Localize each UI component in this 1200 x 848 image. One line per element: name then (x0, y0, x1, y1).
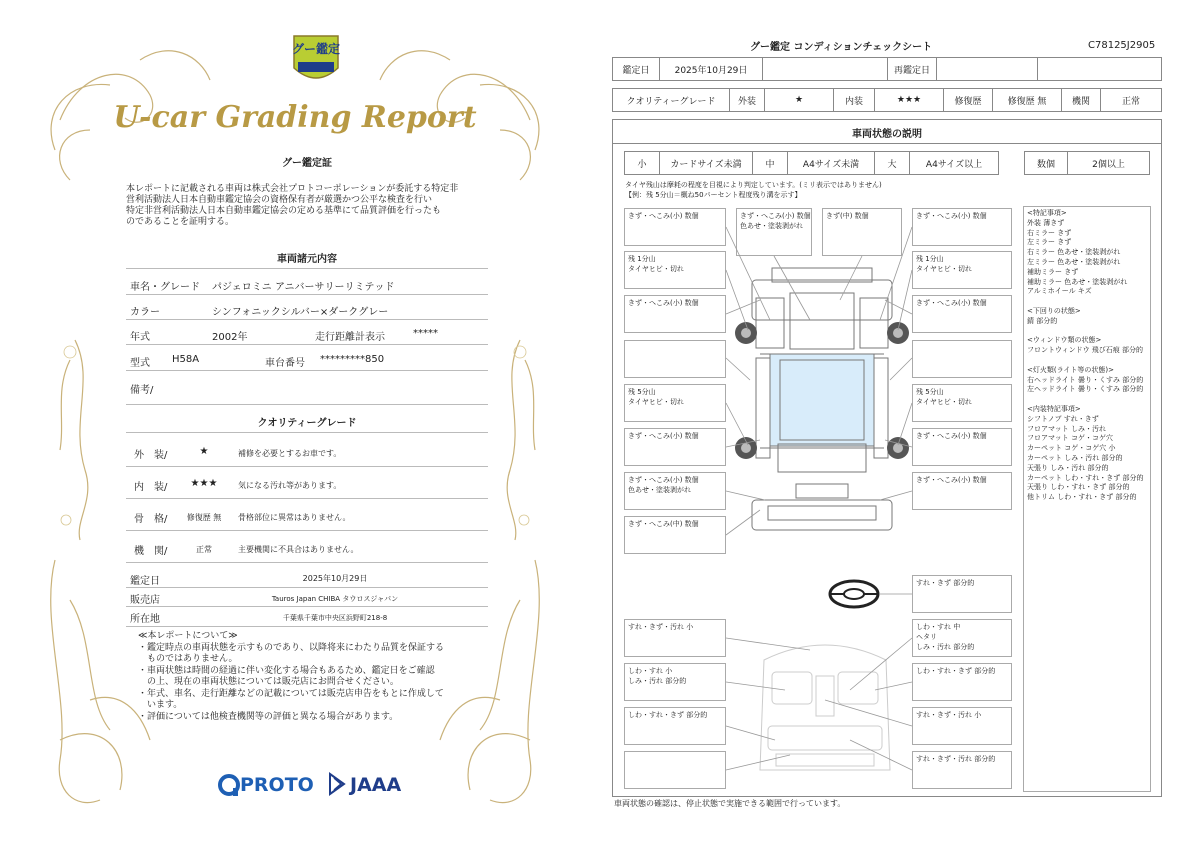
exterior-grade: ★ (199, 446, 209, 457)
year-label: 年式 (130, 332, 150, 343)
year-value: 2002年 (212, 332, 248, 343)
exterior-label: 外 装/ (134, 450, 168, 461)
note-text: すれ・きず 部分的 (916, 579, 975, 587)
note-text: 色あせ・塗装剥がれ (628, 486, 691, 494)
note-line: ・評価については他検査機関等の評価と異なる場合があります。 (138, 711, 399, 722)
qg-engine-label: 機関 (1061, 88, 1101, 112)
jaaa-logo (328, 772, 418, 798)
note-text: しみ・汚れ 部分的 (916, 643, 975, 651)
size-small-desc: カードサイズ未満 (659, 151, 753, 175)
note-text: すれ・きず・汚れ 小 (628, 623, 694, 631)
note-text: しわ・すれ 小 (628, 667, 673, 675)
qg-int-value: ★★★ (874, 88, 944, 112)
note-text: タイヤヒビ・切れ (628, 265, 684, 273)
special-note-line: <ウィンドウ類の状態> (1027, 336, 1102, 345)
note-text: タイヤヒビ・切れ (628, 398, 684, 406)
note-text: しわ・すれ 中 (916, 623, 961, 631)
leader-lines (600, 0, 1200, 848)
certificate-heading: グー鑑定証 (282, 158, 332, 169)
tire-note-1: タイヤ残山は摩耗の程度を目視により判定しています。(ミリ表示ではありません) (625, 181, 882, 189)
certificate-intro (126, 184, 496, 228)
condition-check-sheet (600, 0, 1200, 848)
special-note-line: <特記事項> (1027, 209, 1067, 217)
special-note-line: 右ヘッドライト 曇り・くすみ 部分的 (1027, 375, 1144, 384)
special-note-line: 他トリム しわ・すれ・きず 部分的 (1027, 493, 1137, 502)
note-text: 残 1分山 (916, 255, 944, 263)
date-label: 鑑定日 (130, 576, 160, 587)
badge-label: グー鑑定 (291, 42, 340, 56)
note-line: ・年式、車名、走行距離などの記載については販売店申告をもとに作成して (138, 688, 444, 699)
note-text: きず・へこみ(中) 数個 (628, 520, 699, 528)
note-line: います。 (138, 700, 183, 710)
note-text: きず・へこみ(小) 数個 (628, 432, 699, 440)
qg-repair-label: 修復歴 (943, 88, 993, 112)
engine-label: 機 関/ (134, 546, 168, 557)
special-note-line: フロントウィンドウ 飛び石痕 部分的 (1027, 346, 1144, 355)
tire-note-2: 【例：残 5分山＝概ね50パーセント程度残り溝を示す】 (625, 191, 802, 199)
sheet-footer: 車両状態の確認は、停止状態で実施できる範囲で行っています。 (614, 799, 846, 808)
special-note-line: フロアマット コゲ・コゲ穴 (1027, 434, 1113, 443)
note-text: タイヤヒビ・切れ (916, 398, 972, 406)
note-text: しみ・汚れ 部分的 (628, 677, 687, 685)
dealer-label: 販売店 (130, 595, 160, 606)
note-text: きず・へこみ(小) 数個 (628, 299, 699, 307)
note-line: の上、現在の車両状態については販売店にお問合せください。 (138, 677, 399, 687)
sheet-date-value: 2025年10月29日 (659, 57, 763, 81)
exterior-desc: 補修を必要とするお車です。 (238, 449, 342, 458)
size-mid-desc: A4サイズ未満 (787, 151, 875, 175)
name-value: パジェロミニ アニバーサリーリミテッド (212, 282, 395, 293)
special-note-line: カーペット しわ・すれ・きず 部分的 (1027, 473, 1144, 482)
chassis-value: *********850 (320, 354, 385, 365)
qg-engine-value: 正常 (1100, 88, 1162, 112)
qg-ext-label: 外装 (729, 88, 765, 112)
note-text: きず・へこみ(小) 数個 (916, 299, 987, 307)
special-note-line: 右ミラー 色あせ・塗装剥がれ (1027, 248, 1121, 257)
special-note-line: 外装 薄きず (1027, 218, 1065, 227)
remarks-label: 備考/ (130, 385, 154, 396)
jaaa-logo-text: JAAA (350, 774, 402, 796)
dealer-value: Tauros Japan CHIBA タウロスジャパン (271, 595, 399, 603)
sheet-code: C78125J2905 (1088, 40, 1156, 51)
color-value: シンフォニックシルバー×ダークグレー (212, 307, 389, 318)
report-title: U-car Grading Report (113, 100, 477, 135)
note-text: 色あせ・塗装剥がれ (740, 222, 803, 230)
special-note-line: 右ミラー きず (1027, 228, 1072, 237)
address-value: 千葉県千葉市中央区浜野町218-8 (282, 614, 388, 622)
frame-label: 骨 格/ (134, 514, 168, 525)
model-label: 型式 (130, 358, 150, 369)
name-label: 車名・グレード (130, 282, 200, 293)
special-note-line: 錆 部分的 (1027, 316, 1058, 325)
condition-heading: 車両状態の説明 (852, 129, 922, 140)
interior-desc: 気になる汚れ等があります。 (238, 481, 342, 490)
engine-grade: 正常 (196, 545, 212, 554)
report-notes (138, 631, 444, 723)
mileage-label: 走行距離計表示 (315, 332, 385, 343)
special-note-line: カーペット コゲ・コゲ穴 小 (1027, 444, 1116, 453)
note-text: きず・へこみ(小) 数個 (628, 476, 699, 484)
interior-grade: ★★★ (190, 478, 218, 489)
special-note-line: <下回りの状態> (1027, 306, 1081, 315)
mileage-value: ***** (413, 328, 438, 339)
notes-heading: ≪本レポートについて≫ (138, 631, 238, 641)
note-text: きず(中) 数個 (826, 212, 869, 220)
goo-kantei-badge (290, 32, 342, 88)
proto-logo (218, 772, 318, 798)
special-note-line: アルミホイール キズ (1027, 287, 1092, 296)
special-note-line: フロアマット しみ・汚れ (1027, 424, 1106, 433)
qg-ext-value: ★ (764, 88, 834, 112)
note-text: 残 1分山 (628, 255, 656, 263)
engine-desc: 主要機関に不具合はありません。 (238, 545, 359, 554)
intro-line: 本レポートに記載される車両は株式会社プロトコーポレーションが委託する特定非 (126, 184, 459, 194)
intro-line: のであることを証明する。 (126, 217, 235, 227)
note-line: ものではありません。 (138, 654, 238, 664)
sheet-redate-label: 再鑑定日 (887, 57, 937, 81)
note-text: しわ・すれ・きず 部分的 (628, 711, 708, 719)
qg-int-label: 内装 (833, 88, 875, 112)
note-text: ヘタリ (916, 633, 937, 641)
special-note-line: 補助ミラー 色あせ・塗装剥がれ (1027, 277, 1128, 286)
special-note-line: 左ミラー 色あせ・塗装剥がれ (1027, 257, 1121, 266)
color-label: カラー (130, 307, 160, 318)
note-text: すれ・きず・汚れ 部分的 (916, 755, 996, 763)
intro-line: 特定非営利活動法人日本自動車鑑定協会の定める基準にて品質評価を行ったも (126, 206, 442, 216)
qg-label: クオリティーグレード (612, 88, 730, 112)
size-large-label: 大 (874, 151, 910, 175)
qg-repair-value: 修復歴 無 (992, 88, 1062, 112)
count-value: 2個以上 (1067, 151, 1150, 175)
note-text: 残 5分山 (628, 388, 656, 396)
special-note-line: 左ヘッドライト 曇り・くすみ 部分的 (1027, 385, 1144, 394)
date-value: 2025年10月29日 (302, 574, 368, 583)
grading-certificate (0, 0, 590, 848)
proto-logo-text: PROTO (240, 774, 314, 796)
frame-grade: 修復歴 無 (186, 513, 222, 522)
note-text: きず・へこみ(小) 数個 (628, 212, 699, 220)
note-text: タイヤヒビ・切れ (916, 265, 972, 273)
note-text: きず・へこみ(小) 数個 (916, 432, 987, 440)
special-note-line: <灯火類(ライト等の状態)> (1027, 365, 1114, 374)
note-text: きず・へこみ(小) 数個 (916, 476, 987, 484)
sheet-title: グー鑑定 コンディションチェックシート (750, 42, 933, 53)
spec-heading: 車両諸元内容 (277, 254, 337, 265)
special-note-line: 天張り しみ・汚れ 部分的 (1027, 463, 1109, 472)
address-label: 所在地 (130, 614, 160, 625)
quality-heading: クオリティーグレード (257, 418, 357, 429)
special-note-line: 補助ミラー きず (1027, 267, 1079, 276)
note-text: 残 5分山 (916, 388, 944, 396)
count-label: 数個 (1024, 151, 1068, 175)
note-line: ・鑑定時点の車両状態を示すものであり、以降将来にわたり品質を保証する (138, 642, 445, 653)
special-note-line: 左ミラー きず (1027, 238, 1072, 247)
frame-desc: 骨格部位に異常はありません。 (238, 513, 351, 522)
note-line: ・車両状態は時間の経過に伴い変化する場合もあるため、鑑定日をご確認 (138, 665, 435, 676)
chassis-label: 車台番号 (265, 358, 305, 369)
intro-line: 営利活動法人日本自動車鑑定協会の資格保有者が厳選かつ公平な検査を行い (126, 195, 433, 205)
special-note-line: <内装特記事項> (1027, 404, 1081, 413)
special-note-line: カーペット しみ・汚れ 部分的 (1027, 453, 1123, 462)
note-text: しわ・すれ・きず 部分的 (916, 667, 996, 675)
special-note-line: シフトノブ すれ・きず (1027, 414, 1099, 423)
special-note-line: 天張り しわ・すれ・きず 部分的 (1027, 483, 1130, 492)
size-mid-label: 中 (752, 151, 788, 175)
model-value: H58A (172, 354, 200, 365)
note-text: すれ・きず・汚れ 小 (916, 711, 982, 719)
interior-label: 内 装/ (134, 482, 168, 493)
note-text: きず・へこみ(小) 数個 (740, 212, 811, 220)
sheet-date-label: 鑑定日 (612, 57, 660, 81)
size-large-desc: A4サイズ以上 (909, 151, 999, 175)
size-small-label: 小 (624, 151, 660, 175)
note-text: きず・へこみ(小) 数個 (916, 212, 987, 220)
